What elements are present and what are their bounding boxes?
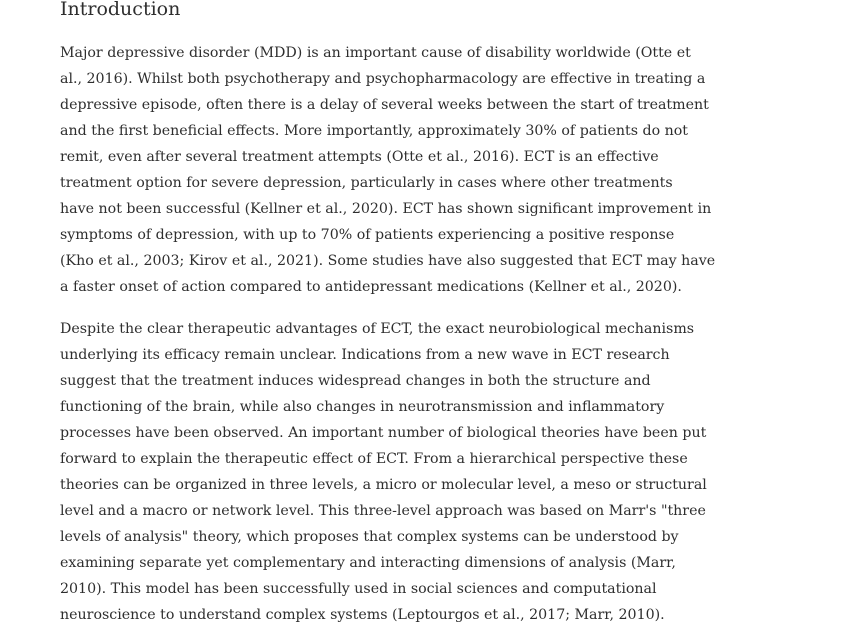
paragraph-line: al., 2016). Whilst both psychotherapy and psychopharmacology are effective in treating a	[60, 71, 706, 87]
paragraph-line: depressive episode, often there is a delay of several weeks between the start of treatment	[60, 97, 709, 113]
paragraph-line: processes have been observed. An important number of biological theories have been put	[60, 425, 707, 441]
paragraph	[60, 316, 720, 628]
paragraph-line: and the first beneficial effects. More importantly, approximately 30% of patients do not	[60, 123, 689, 139]
paragraph-line: (Kho et al., 2003; Kirov et al., 2021). Some studies have also suggested that ECT may have	[60, 253, 716, 269]
paragraph-line: treatment option for severe depression, particularly in cases where other treatments	[60, 175, 673, 191]
paragraph-line: functioning of the brain, while also changes in neurotransmission and inflammatory	[60, 399, 665, 415]
paragraph-line: a faster onset of action compared to antidepressant medications (Kellner et al., 2020).	[60, 279, 682, 295]
paragraph-line: theories can be organized in three levels, a micro or molecular level, a meso or structural	[60, 477, 707, 493]
paragraph-line: levels of analysis" theory, which proposes that complex systems can be understood by	[60, 529, 679, 545]
paragraph-line: underlying its efficacy remain unclear. Indications from a new wave in ECT research	[60, 347, 670, 363]
article-section	[60, 0, 720, 628]
paragraph-line: suggest that the treatment induces widespread changes in both the structure and	[60, 373, 651, 389]
paragraph-line: forward to explain the therapeutic effect of ECT. From a hierarchical perspective these	[60, 451, 688, 467]
paragraph-line: neuroscience to understand complex systems (Leptourgos et al., 2017; Marr, 2010).	[60, 607, 665, 623]
section-heading: Introduction	[60, 0, 181, 20]
paragraph	[60, 40, 720, 300]
paragraph-line: level and a macro or network level. This three-level approach was based on Marr's "three	[60, 503, 706, 519]
paragraph-line: Major depressive disorder (MDD) is an important cause of disability worldwide (Otte et	[60, 45, 691, 61]
paragraph-line: 2010). This model has been successfully used in social sciences and computational	[60, 581, 657, 597]
paragraph-line: symptoms of depression, with up to 70% of patients experiencing a positive response	[60, 227, 675, 243]
paragraph-line: have not been successful (Kellner et al., 2020). ECT has shown significant improvement in	[60, 201, 712, 217]
paragraph-line: remit, even after several treatment attempts (Otte et al., 2016). ECT is an effective	[60, 149, 659, 165]
paragraph-line: examining separate yet complementary and interacting dimensions of analysis (Marr,	[60, 555, 676, 571]
paragraph-line: Despite the clear therapeutic advantages of ECT, the exact neurobiological mechanisms	[60, 321, 695, 337]
